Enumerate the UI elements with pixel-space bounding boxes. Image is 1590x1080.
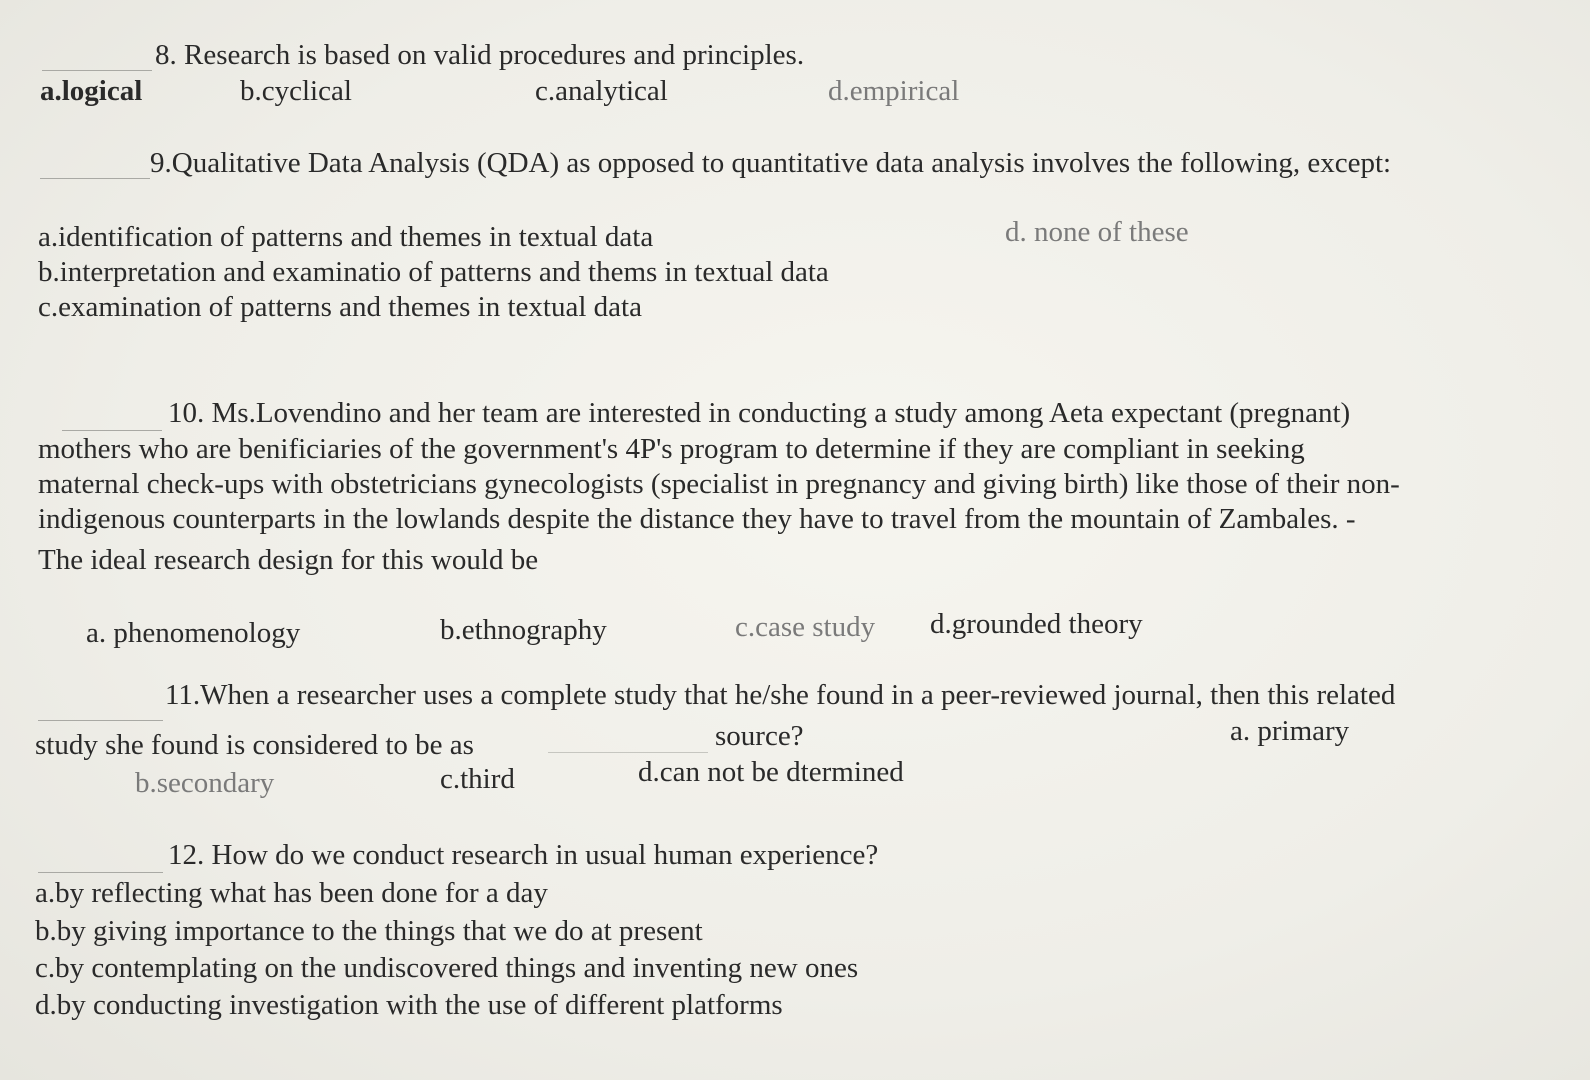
- q10-option-d: d.grounded theory: [930, 608, 1143, 640]
- q9-option-b: b.interpretation and examinatio of patterns and thems in textual data: [38, 256, 829, 288]
- q12-option-c: c.by contemplating on the undiscovered things and inventing new ones: [35, 952, 859, 984]
- q9-option-c: c.examination of patterns and themes in textual data: [38, 291, 642, 323]
- question-10-line-4: indigenous counterparts in the lowlands despite the distance they have to travel from the mountain of Zambales. -: [38, 503, 1356, 535]
- q9-option-d: d. none of these: [1005, 216, 1189, 248]
- answer-blank-11[interactable]: [38, 720, 163, 721]
- question-11-line-2: study she found is considered to be as: [35, 729, 474, 761]
- q9-option-a: a.identification of patterns and themes in textual data: [38, 221, 654, 253]
- q11-option-d: d.can not be dtermined: [638, 756, 904, 788]
- q10-option-b: b.ethnography: [440, 614, 607, 646]
- answer-blank-12[interactable]: [38, 872, 163, 873]
- q11-option-a: a. primary: [1230, 715, 1350, 747]
- q8-option-a: a.logical: [40, 75, 143, 107]
- answer-blank-9[interactable]: [40, 178, 150, 179]
- q10-option-a: a. phenomenology: [86, 617, 301, 649]
- q12-option-a: a.by reflecting what has been done for a day: [35, 877, 548, 909]
- q11-option-c: c.third: [440, 763, 515, 795]
- question-9-text: 9.Qualitative Data Analysis (QDA) as opposed to quantitative data analysis involves the following, except:: [150, 147, 1392, 179]
- answer-blank-11-inline[interactable]: [548, 752, 708, 753]
- question-11-line-1: 11.When a researcher uses a complete study that he/she found in a peer-reviewed journal, then this related: [165, 679, 1396, 711]
- q8-option-d: d.empirical: [828, 75, 960, 107]
- q8-option-b: b.cyclical: [240, 75, 352, 107]
- q12-option-d: d.by conducting investigation with the use of different platforms: [35, 989, 783, 1021]
- question-10-line-1: 10. Ms.Lovendino and her team are interested in conducting a study among Aeta expectant (pregnant): [168, 397, 1351, 429]
- q12-option-b: b.by giving importance to the things that we do at present: [35, 915, 703, 947]
- q11-option-b: b.secondary: [135, 767, 275, 799]
- q11-source-text: source?: [715, 720, 804, 752]
- question-10-line-2: mothers who are benificiaries of the government's 4P's program to determine if they are compliant in seeking: [38, 433, 1305, 465]
- answer-blank-10[interactable]: [62, 430, 162, 431]
- question-12-text: 12. How do we conduct research in usual human experience?: [168, 839, 879, 871]
- q10-option-c: c.case study: [735, 611, 876, 643]
- q8-option-c: c.analytical: [535, 75, 668, 107]
- answer-blank-8[interactable]: [42, 70, 152, 71]
- question-10-line-5: The ideal research design for this would be: [38, 544, 539, 576]
- question-8-text: 8. Research is based on valid procedures and principles.: [155, 39, 805, 71]
- question-10-line-3: maternal check-ups with obstetricians gynecologists (specialist in pregnancy and giving birth) like those of their non-: [38, 468, 1400, 500]
